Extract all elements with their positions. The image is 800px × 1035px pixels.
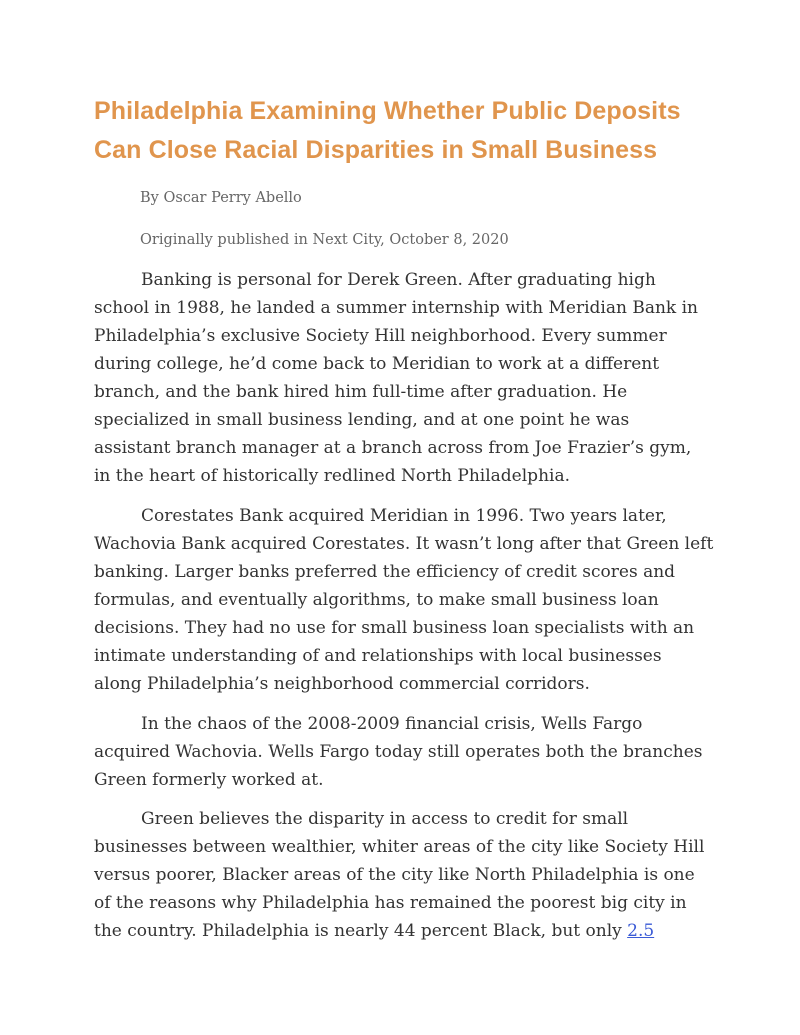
- article-title-line: Philadelphia Examining Whether Public Deposits: [94, 97, 681, 125]
- paragraph-line: specialized in small business lending, and at one point he was: [94, 410, 630, 430]
- paragraph: [94, 266, 714, 490]
- paragraph: [94, 502, 714, 698]
- article-title-line: Can Close Racial Disparities in Small Business: [94, 136, 658, 164]
- paragraph-line: In the chaos of the 2008-2009 financial crisis, Wells Fargo: [141, 714, 643, 734]
- paragraph-line: Banking is personal for Derek Green. After graduating high: [141, 270, 656, 290]
- paragraph-line: [94, 917, 714, 945]
- paragraph-line: decisions. They had no use for small business loan specialists with an: [94, 618, 695, 638]
- paragraph-line: of the reasons why Philadelphia has remained the poorest big city in: [94, 893, 687, 913]
- paragraph-line-text: the country. Philadelphia is nearly 44 percent Black, but only: [94, 921, 628, 941]
- paragraph-line: intimate understanding of and relationships with local businesses: [94, 646, 662, 666]
- byline: By Oscar Perry Abello: [140, 190, 302, 206]
- paragraph-line: Wachovia Bank acquired Corestates. It wasn’t long after that Green left: [94, 534, 714, 554]
- paragraph: [94, 805, 714, 945]
- statistic-link[interactable]: 2.5: [627, 921, 655, 941]
- paragraph-line: branch, and the bank hired him full-time after graduation. He: [94, 382, 628, 402]
- article-title: [94, 92, 734, 170]
- paragraph-line: Green believes the disparity in access to credit for small: [141, 809, 629, 829]
- paragraph-line: during college, he’d come back to Meridian to work at a different: [94, 354, 660, 374]
- paragraph-line: formulas, and eventually algorithms, to make small business loan: [94, 590, 659, 610]
- paragraph-line: businesses between wealthier, whiter areas of the city like Society Hill: [94, 837, 705, 857]
- paragraph-line: Philadelphia’s exclusive Society Hill neighborhood. Every summer: [94, 326, 667, 346]
- paragraph: [94, 710, 714, 794]
- paragraph-line: school in 1988, he landed a summer internship with Meridian Bank in: [94, 298, 698, 318]
- paragraph-line: in the heart of historically redlined North Philadelphia.: [94, 466, 570, 486]
- paragraph-line: assistant branch manager at a branch across from Joe Frazier’s gym,: [94, 438, 692, 458]
- paragraph-line: along Philadelphia’s neighborhood commercial corridors.: [94, 674, 590, 694]
- paragraph-line: Green formerly worked at.: [94, 770, 324, 790]
- paragraph-line: Corestates Bank acquired Meridian in 1996. Two years later,: [141, 506, 667, 526]
- paragraph-line: versus poorer, Blacker areas of the city like North Philadelphia is one: [94, 865, 695, 885]
- paragraph-line: banking. Larger banks preferred the efficiency of credit scores and: [94, 562, 676, 582]
- paragraph-line: acquired Wachovia. Wells Fargo today still operates both the branches: [94, 742, 703, 762]
- publication-note: Originally published in Next City, October 8, 2020: [140, 232, 509, 248]
